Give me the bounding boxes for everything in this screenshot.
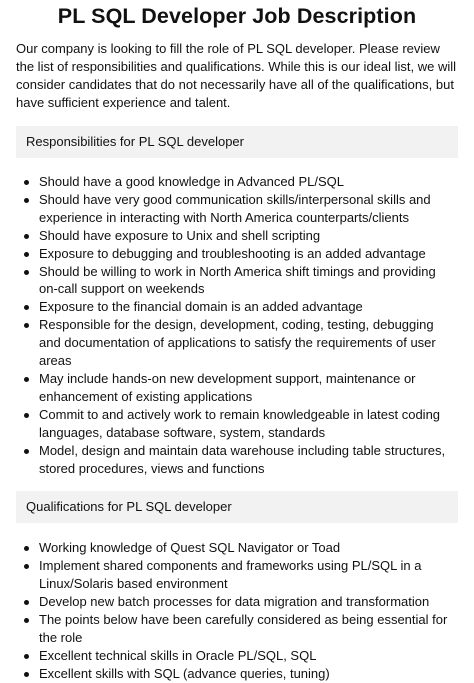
list-item: [16, 442, 458, 478]
bullet-icon: [24, 546, 29, 551]
bullet-icon: [24, 672, 29, 677]
responsibilities-header: Responsibilities for PL SQL developer: [16, 126, 458, 158]
list-item-text: Commit to and actively work to remain knowledgeable in latest coding languages, database software, system, standards: [39, 406, 441, 440]
list-item: [16, 665, 458, 683]
list-item: [16, 173, 458, 191]
list-item: [16, 227, 458, 245]
list-item-text: Excellent technical skills in Oracle PL/SQL, SQL: [39, 647, 317, 663]
intro-paragraph: Our company is looking to fill the role of PL SQL developer. Please review the list of responsibilities and qualifications. While this is our ideal list, we will consider candidates that do not necessarily have all of the qualifications, but have sufficient experience and talent.: [16, 41, 457, 110]
list-item: [16, 263, 458, 299]
list-item: [16, 298, 458, 316]
list-item-text: Exposure to the financial domain is an added advantage: [39, 299, 363, 315]
bullet-icon: [24, 377, 29, 382]
list-item-text: Implement shared components and frameworks using PL/SQL in a Linux/Solaris based environment: [39, 558, 422, 592]
bullet-icon: [24, 180, 29, 185]
bullet-icon: [24, 234, 29, 239]
bullet-icon: [24, 413, 29, 418]
bullet-icon: [24, 449, 29, 454]
responsibilities-list: [16, 173, 458, 477]
bullet-icon: [24, 323, 29, 328]
list-item: [16, 406, 458, 442]
bullet-icon: [24, 564, 29, 569]
qualifications-list: [16, 539, 458, 682]
page-title: PL SQL Developer Job Description: [57, 4, 417, 28]
list-item: [16, 539, 458, 557]
list-item: [16, 557, 458, 593]
list-item-text: The points below have been carefully considered as being essential for the role: [39, 612, 448, 645]
list-item: [16, 316, 458, 370]
list-item-text: Should be willing to work in North America shift timings and providing on-call support on weekends: [39, 263, 436, 297]
list-item-text: Should have very good communication skills/interpersonal skills and experience in interacting with North America counterparts/clients: [39, 191, 431, 225]
list-item-text: Should have exposure to Unix and shell scripting: [39, 227, 321, 243]
list-item: [16, 245, 458, 263]
list-item-text: Exposure to debugging and troubleshooting is an added advantage: [39, 245, 426, 261]
qualifications-header: Qualifications for PL SQL developer: [16, 491, 458, 523]
list-item-text: Model, design and maintain data warehouse including table structures, stored procedures, views and functions: [39, 442, 446, 476]
bullet-icon: [24, 654, 29, 659]
list-item-text: Develop new batch processes for data migration and transformation: [39, 594, 430, 610]
list-item-text: May include hands-on new development support, maintenance or enhancement of existing applications: [39, 370, 416, 404]
list-item-text: Should have a good knowledge in Advanced PL/SQL: [39, 174, 345, 189]
list-item: [16, 593, 458, 611]
list-item: [16, 611, 458, 647]
list-item: [16, 647, 458, 665]
list-item: [16, 191, 458, 227]
bullet-icon: [24, 600, 29, 605]
list-item-text: Excellent skills with SQL (advance queries, tuning): [39, 665, 330, 681]
bullet-icon: [24, 305, 29, 310]
bullet-icon: [24, 270, 29, 275]
bullet-icon: [24, 618, 29, 623]
list-item-text: Responsible for the design, development, coding, testing, debugging and documentation of applications to satisfy the requirements of user areas: [39, 317, 436, 369]
bullet-icon: [24, 252, 29, 257]
list-item-text: Working knowledge of Quest SQL Navigator or Toad: [39, 540, 341, 556]
bullet-icon: [24, 198, 29, 203]
list-item: [16, 370, 458, 406]
